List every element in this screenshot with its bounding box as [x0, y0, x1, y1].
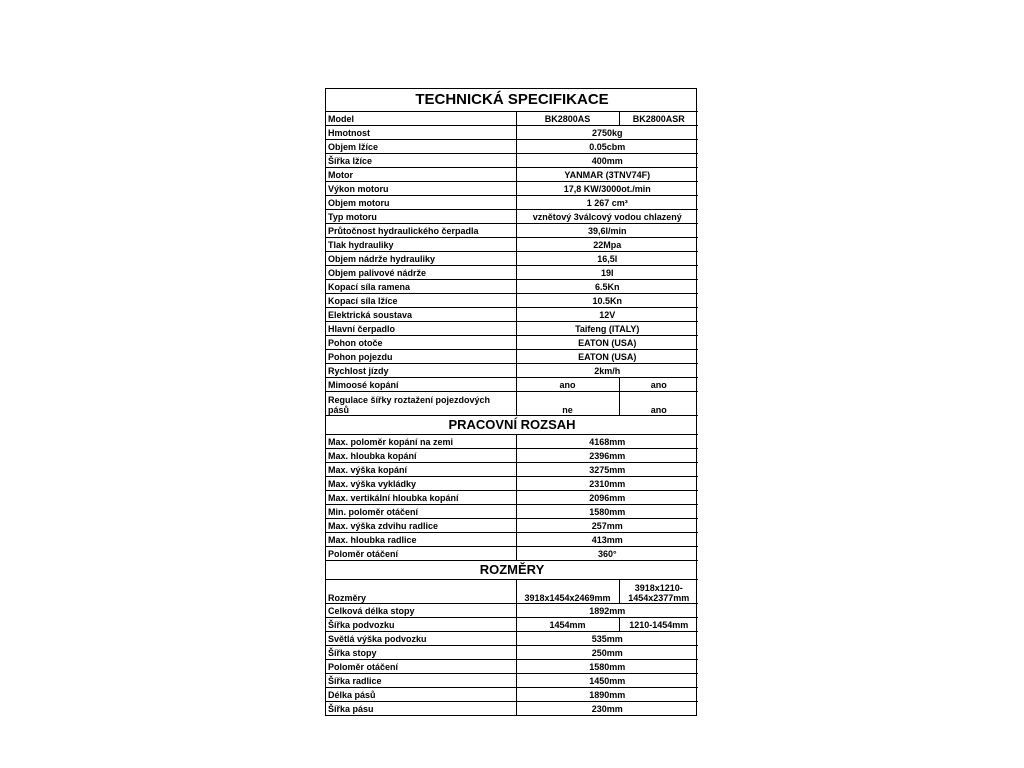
spec-label: Rychlost jízdy [326, 364, 516, 378]
spec-value: 413mm [516, 533, 698, 547]
spec-row [326, 140, 698, 154]
spec-value: 1890mm [516, 688, 698, 702]
spec-label: Poloměr otáčení [326, 547, 516, 561]
spec-row [326, 266, 698, 280]
spec-label: Objem motoru [326, 196, 516, 210]
option-label: Regulace šířky roztažení pojezdových pásů [326, 392, 516, 416]
work-row [326, 449, 698, 463]
spec-value: 1 267 cm³ [516, 196, 698, 210]
work-row [326, 463, 698, 477]
spec-row [326, 350, 698, 364]
dims-row [326, 688, 698, 702]
spec-row [326, 336, 698, 350]
section-work-heading: PRACOVNÍ ROZSAH [326, 416, 698, 435]
spec-value: 16,5l [516, 252, 698, 266]
dims-row [326, 660, 698, 674]
spec-label: Pohon pojezdu [326, 350, 516, 364]
section-work-row [326, 416, 698, 435]
spec-label: Max. hloubka radlice [326, 533, 516, 547]
spec-label: Motor [326, 168, 516, 182]
spec-label: Šířka lžíce [326, 154, 516, 168]
dims-row [326, 646, 698, 660]
spec-row [326, 238, 698, 252]
option-value-a: ano [516, 378, 619, 392]
model-label: Model [326, 112, 516, 126]
spec-value: 22Mpa [516, 238, 698, 252]
spec-label: Typ motoru [326, 210, 516, 224]
spec-row [326, 322, 698, 336]
spec-label: Šířka radlice [326, 674, 516, 688]
spec-label: Max. výška vykládky [326, 477, 516, 491]
title-row [326, 89, 698, 112]
dims-overall-a: 3918x1454x2469mm [516, 580, 619, 604]
spec-value: 1892mm [516, 604, 698, 618]
spec-label: Objem palivové nádrže [326, 266, 516, 280]
dims-width-label: Šířka podvozku [326, 618, 516, 632]
spec-value: 230mm [516, 702, 698, 716]
spec-value: 535mm [516, 632, 698, 646]
work-row [326, 477, 698, 491]
spec-value: EATON (USA) [516, 336, 698, 350]
spec-label: Objem nádrže hydrauliky [326, 252, 516, 266]
spec-label: Min. poloměr otáčení [326, 505, 516, 519]
spec-label: Elektrická soustava [326, 308, 516, 322]
dims-length-row [326, 604, 698, 618]
dims-width-a: 1454mm [516, 618, 619, 632]
option-value-b: ano [619, 392, 698, 416]
spec-value: 2750kg [516, 126, 698, 140]
spec-label: Šířka stopy [326, 646, 516, 660]
model-variant-b: BK2800ASR [619, 112, 698, 126]
spec-row [326, 182, 698, 196]
option-label: Mimoosé kopání [326, 378, 516, 392]
spec-label: Kopací síla lžíce [326, 294, 516, 308]
spec-value: 1580mm [516, 660, 698, 674]
spec-value: 39,6l/min [516, 224, 698, 238]
spec-label: Šířka pásu [326, 702, 516, 716]
work-row [326, 491, 698, 505]
spec-label: Max. výška kopání [326, 463, 516, 477]
spec-label: Max. výška zdvihu radlice [326, 519, 516, 533]
spec-row [326, 224, 698, 238]
spec-value: 360° [516, 547, 698, 561]
spec-value: 2km/h [516, 364, 698, 378]
spec-row [326, 168, 698, 182]
spec-row [326, 252, 698, 266]
spec-label: Délka pásů [326, 688, 516, 702]
model-variant-a: BK2800AS [516, 112, 619, 126]
spec-row [326, 364, 698, 378]
dims-overall-row [326, 580, 698, 604]
spec-value: 1580mm [516, 505, 698, 519]
spec-row [326, 294, 698, 308]
spec-label: Max. poloměr kopání na zemi [326, 435, 516, 449]
spec-value: vznětový 3válcový vodou chlazený [516, 210, 698, 224]
spec-value: 1450mm [516, 674, 698, 688]
work-row [326, 519, 698, 533]
spec-row [326, 210, 698, 224]
spec-sheet [325, 88, 697, 716]
spec-value: 0.05cbm [516, 140, 698, 154]
dims-row [326, 674, 698, 688]
work-row [326, 505, 698, 519]
work-row [326, 547, 698, 561]
spec-row [326, 196, 698, 210]
spec-label: Max. vertikální hloubka kopání [326, 491, 516, 505]
spec-label: Pohon otoče [326, 336, 516, 350]
spec-label: Světlá výška podvozku [326, 632, 516, 646]
spec-row [326, 308, 698, 322]
option-row [326, 378, 698, 392]
spec-value: EATON (USA) [516, 350, 698, 364]
dims-overall-label: Rozměry [326, 580, 516, 604]
spec-label: Kopací síla ramena [326, 280, 516, 294]
dims-width-b: 1210-1454mm [619, 618, 698, 632]
dims-overall-b: 3918x1210-1454x2377mm [619, 580, 698, 604]
spec-label: Poloměr otáčení [326, 660, 516, 674]
spec-label: Celková délka stopy [326, 604, 516, 618]
spec-label: Hmotnost [326, 126, 516, 140]
spec-value: 2096mm [516, 491, 698, 505]
spec-value: 19l [516, 266, 698, 280]
spec-label: Objem lžíce [326, 140, 516, 154]
spec-value: Taifeng (ITALY) [516, 322, 698, 336]
spec-value: 4168mm [516, 435, 698, 449]
section-dims-row [326, 561, 698, 580]
spec-row [326, 280, 698, 294]
option-row [326, 392, 698, 416]
spec-label: Výkon motoru [326, 182, 516, 196]
work-row [326, 435, 698, 449]
spec-label: Tlak hydrauliky [326, 238, 516, 252]
spec-value: YANMAR (3TNV74F) [516, 168, 698, 182]
spec-label: Hlavní čerpadlo [326, 322, 516, 336]
dims-row [326, 702, 698, 716]
dims-row [326, 632, 698, 646]
option-value-a: ne [516, 392, 619, 416]
spec-value: 2310mm [516, 477, 698, 491]
spec-value: 2396mm [516, 449, 698, 463]
spec-label: Průtočnost hydraulického čerpadla [326, 224, 516, 238]
spec-value: 257mm [516, 519, 698, 533]
sheet-title: TECHNICKÁ SPECIFIKACE [326, 89, 698, 112]
option-value-b: ano [619, 378, 698, 392]
spec-label: Max. hloubka kopání [326, 449, 516, 463]
spec-value: 250mm [516, 646, 698, 660]
spec-value: 10.5Kn [516, 294, 698, 308]
spec-row [326, 154, 698, 168]
spec-table [326, 89, 698, 715]
spec-value: 17,8 KW/3000ot./min [516, 182, 698, 196]
spec-row [326, 126, 698, 140]
dims-width-row [326, 618, 698, 632]
work-row [326, 533, 698, 547]
spec-value: 400mm [516, 154, 698, 168]
section-dims-heading: ROZMĚRY [326, 561, 698, 580]
spec-value: 6.5Kn [516, 280, 698, 294]
spec-value: 3275mm [516, 463, 698, 477]
model-row [326, 112, 698, 126]
spec-value: 12V [516, 308, 698, 322]
